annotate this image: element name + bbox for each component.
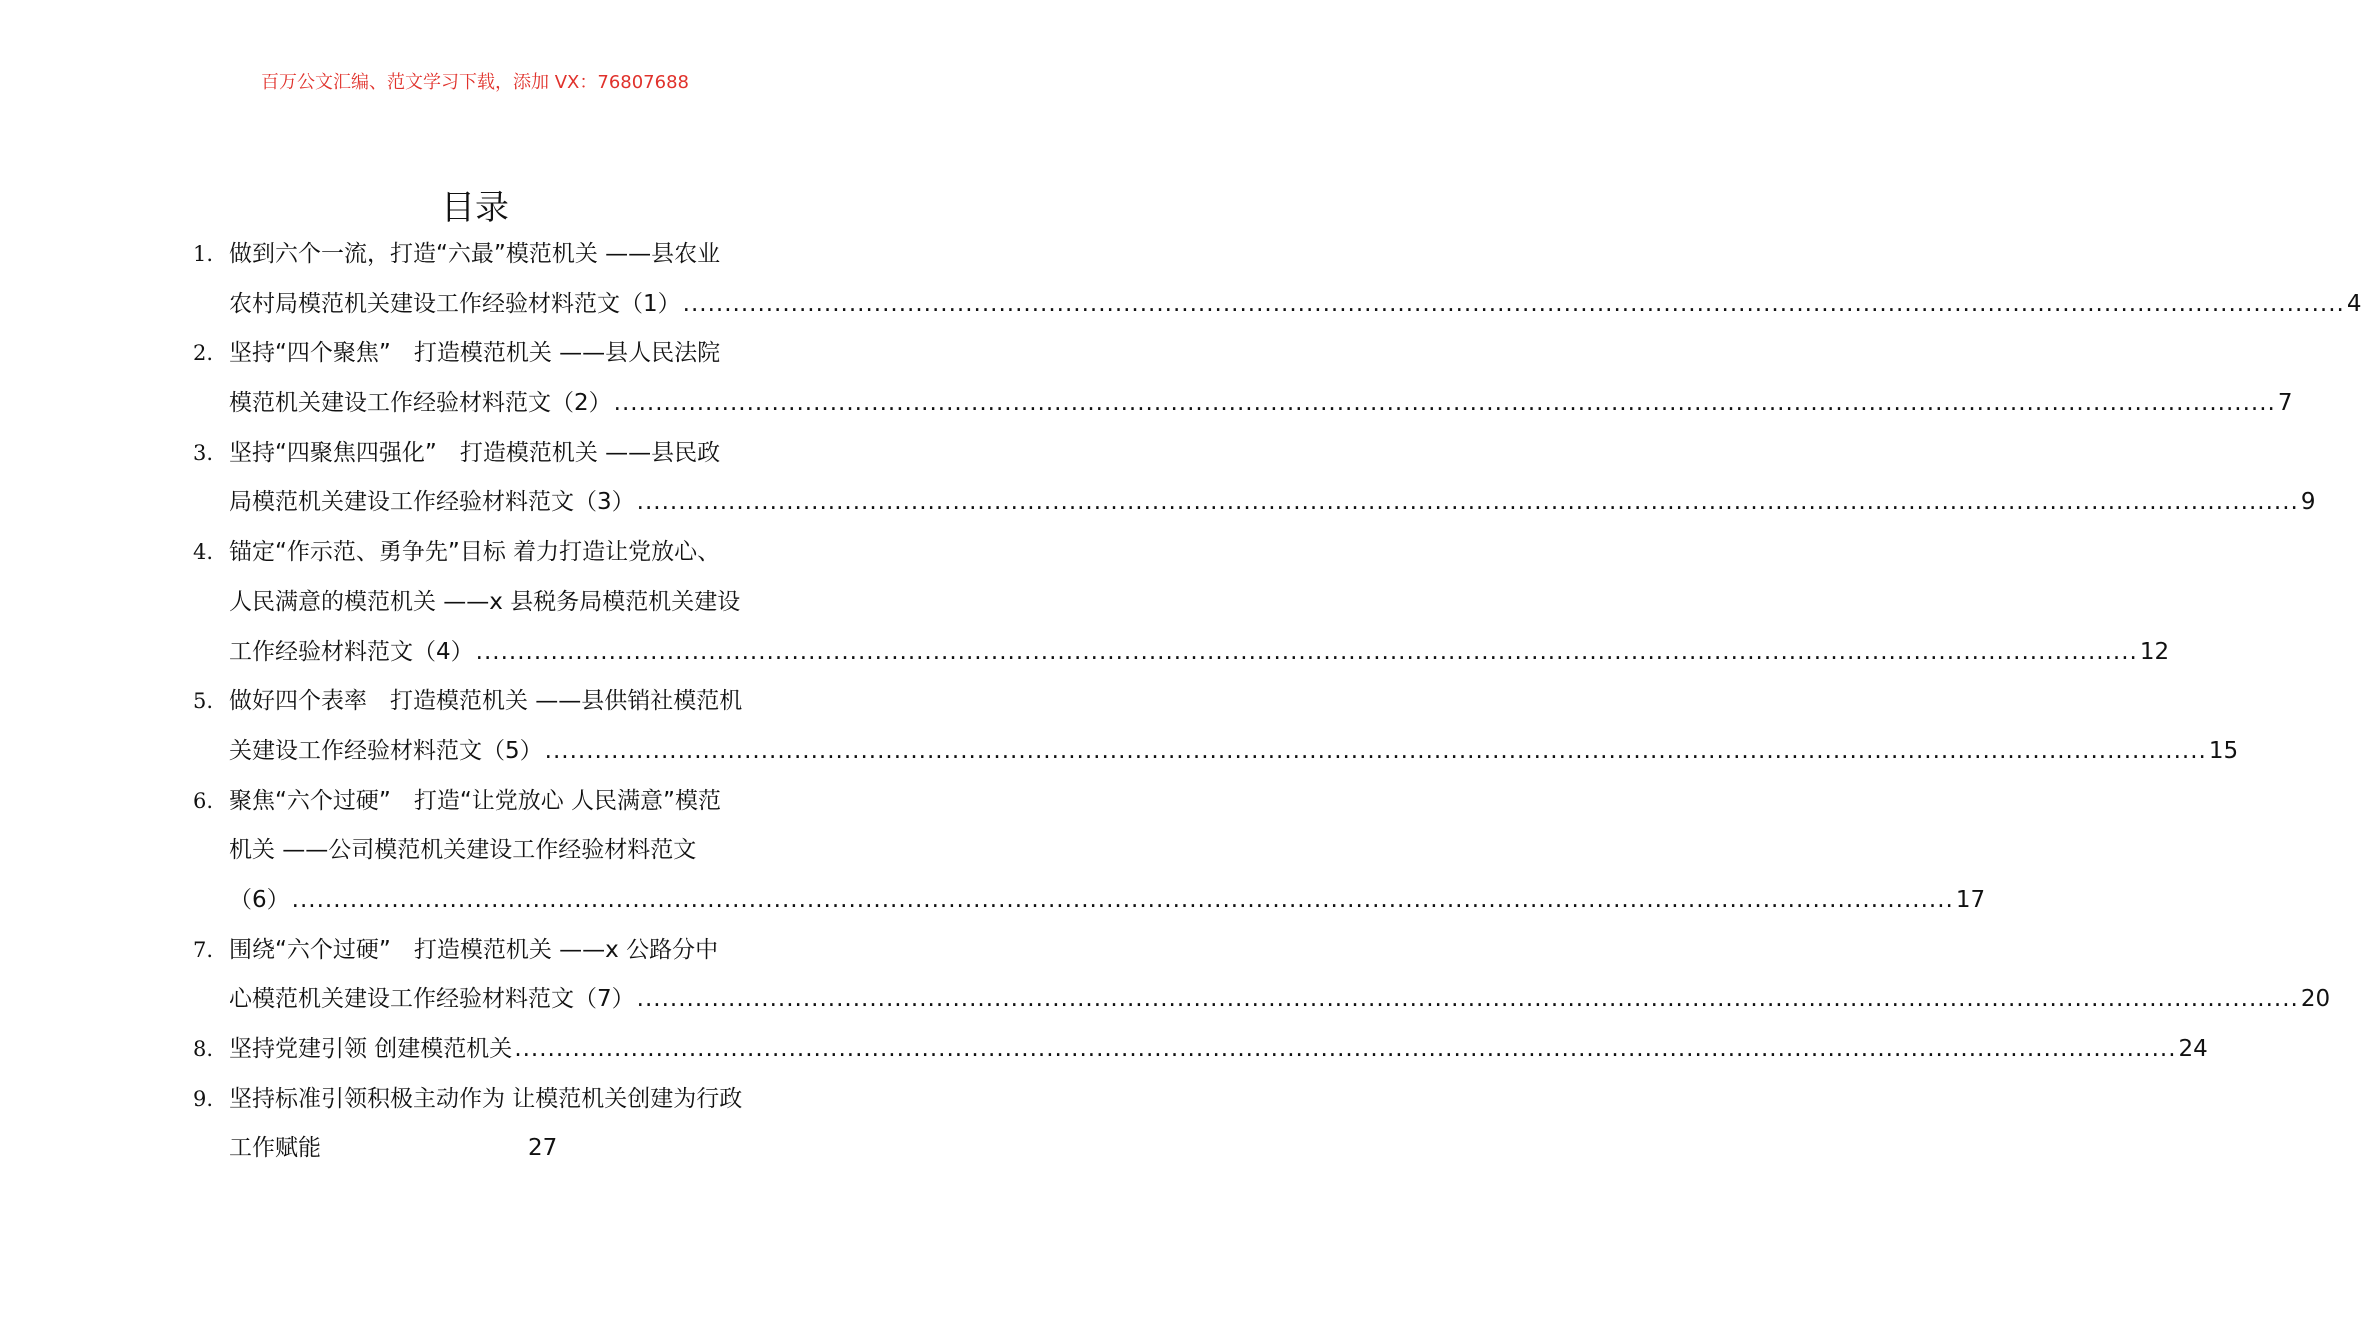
- toc-leader-dots: ........................................................................................................................................................................................................: [544, 737, 2207, 764]
- toc-entry-text: 关建设工作经验材料范文（5）: [229, 737, 543, 764]
- toc-entry-line: [0, 230, 950, 280]
- toc-entry-line: [0, 1124, 950, 1174]
- toc-entry-number: 4.: [193, 540, 214, 565]
- toc-entry-line: [0, 727, 2239, 777]
- toc-entry-tail: [229, 379, 2293, 429]
- toc-entry-number: 6.: [193, 788, 214, 813]
- toc-entry-text: 工作赋能: [229, 1135, 321, 1162]
- toc-entry[interactable]: [0, 926, 2331, 1025]
- toc-page-number: 12: [2139, 638, 2170, 665]
- toc-entry-line: [0, 975, 2331, 1025]
- toc-entry-text: 坚持党建引领 创建模范机关: [229, 1036, 513, 1062]
- toc-entry-text: 工作经验材料范文（4）: [229, 638, 474, 665]
- toc-entry-line: [0, 329, 950, 379]
- toc-entry[interactable]: [0, 528, 2170, 677]
- toc-leader-dots: ........................................................................................................................................................................................................: [636, 986, 2299, 1013]
- toc-entry-tail: [229, 478, 2316, 528]
- toc-page-number: 4: [2346, 290, 2362, 317]
- toc-entry-line: [0, 379, 2293, 429]
- toc-entry-text: 围绕“六个过硬” 打造模范机关 ——x 公路分中: [229, 936, 719, 963]
- toc-entry-tail: [229, 280, 2362, 330]
- toc-page-number: 9: [2300, 489, 2316, 516]
- toc-entry-line: [0, 876, 1986, 926]
- toc-leader-dots: ........................................................................................................................................................................................................: [291, 886, 1954, 913]
- toc-entry-text: 做到六个一流，打造“六最”模范机关 ——县农业: [229, 241, 721, 267]
- toc-entry-text: 做好四个表率 打造模范机关 ——县供销社模范机: [229, 688, 743, 715]
- toc-entry-text: 锚定“作示范、勇争先”目标 着力打造让党放心、: [229, 539, 721, 566]
- toc-entry[interactable]: [0, 777, 1986, 926]
- toc-entry-number: 8.: [193, 1037, 214, 1061]
- toc-entry-number: 1.: [193, 242, 214, 266]
- toc-entry-text: 聚焦“六个过硬” 打造“让党放心 人民满意”模范: [229, 787, 721, 814]
- toc-entry-text: 人民满意的模范机关 ——x 县税务局模范机关建设: [229, 588, 741, 615]
- toc-entry-text: 坚持标准引领积极主动作为 让模范机关创建为行政: [229, 1085, 743, 1112]
- toc-entry[interactable]: [0, 429, 2316, 528]
- toc-entry[interactable]: [0, 230, 2362, 329]
- toc-entry-line: [0, 826, 950, 876]
- toc-entry[interactable]: [0, 329, 2293, 428]
- toc-entry-text: 模范机关建设工作经验材料范文（2）: [229, 390, 612, 417]
- toc-entry-line: [0, 628, 2170, 678]
- toc-entry-number: 7.: [193, 937, 214, 962]
- toc-entry-text: 坚持“四个聚焦” 打造模范机关 ——县人民法院: [229, 340, 721, 367]
- toc-entry-number: 3.: [193, 440, 214, 465]
- toc-leader-dots: ........................................................................................................................................................................................................: [514, 1036, 2177, 1062]
- toc-leader-dots: ........................................................................................................................................................................................................: [613, 390, 2276, 417]
- toc-entry-line: [0, 1075, 950, 1125]
- toc-entry-line: [0, 578, 950, 628]
- toc-entry[interactable]: [0, 1025, 2208, 1075]
- toc-entry-line: [0, 280, 2362, 330]
- toc-entry-text: 坚持“四聚焦四强化” 打造模范机关 ——县民政: [229, 439, 721, 466]
- toc-entry-tail: [229, 1124, 805, 1174]
- toc-page-number: 17: [1955, 886, 1986, 913]
- toc-entry-tail: [229, 975, 2331, 1025]
- table-of-contents: [0, 230, 2362, 1174]
- toc-entry-line: [0, 429, 950, 479]
- toc-entry-text: 心模范机关建设工作经验材料范文（7）: [229, 986, 635, 1013]
- toc-entry-tail: [229, 628, 2170, 678]
- toc-leader-dots: ........................................................................................................................................................................................................: [682, 290, 2345, 317]
- toc-entry-tail: [229, 876, 1986, 926]
- toc-page-number: 15: [2208, 737, 2239, 764]
- toc-entry-line: [0, 926, 950, 976]
- toc-entry-line: [0, 777, 950, 827]
- toc-page-number: 7: [2277, 390, 2293, 417]
- toc-page-number: 20: [2300, 986, 2331, 1013]
- toc-entry-line: [0, 677, 950, 727]
- toc-entry[interactable]: [0, 1075, 950, 1174]
- toc-entry-text: 局模范机关建设工作经验材料范文（3）: [229, 489, 635, 516]
- toc-entry-number: 9.: [193, 1086, 214, 1111]
- toc-entry-text: （6）: [229, 886, 290, 913]
- toc-entry-number: 2.: [193, 341, 214, 366]
- toc-entry-line: [0, 528, 950, 578]
- toc-entry-number: 5.: [193, 689, 214, 714]
- toc-entry[interactable]: [0, 677, 2239, 776]
- toc-leader-dots: ........................................................................................................................................................................................................: [636, 489, 2299, 516]
- toc-entry-text: 机关 ——公司模范机关建设工作经验材料范文: [229, 837, 697, 864]
- toc-entry-line: [0, 478, 2316, 528]
- toc-leader-dots: ........................................................................................................................................................................................................: [475, 638, 2138, 665]
- toc-entry-tail: [229, 727, 2239, 777]
- toc-entry-text: 农村局模范机关建设工作经验材料范文（1）: [229, 290, 681, 317]
- toc-page-number: 27: [528, 1135, 558, 1162]
- toc-entry-line: [0, 1025, 2208, 1075]
- toc-title: 目录: [441, 188, 509, 228]
- toc-page-number: 24: [2178, 1036, 2208, 1062]
- header-contact-note: 百万公文汇编、范文学习下载，添加 VX：76807688: [261, 72, 689, 93]
- toc-entry-tail: [229, 1025, 2208, 1075]
